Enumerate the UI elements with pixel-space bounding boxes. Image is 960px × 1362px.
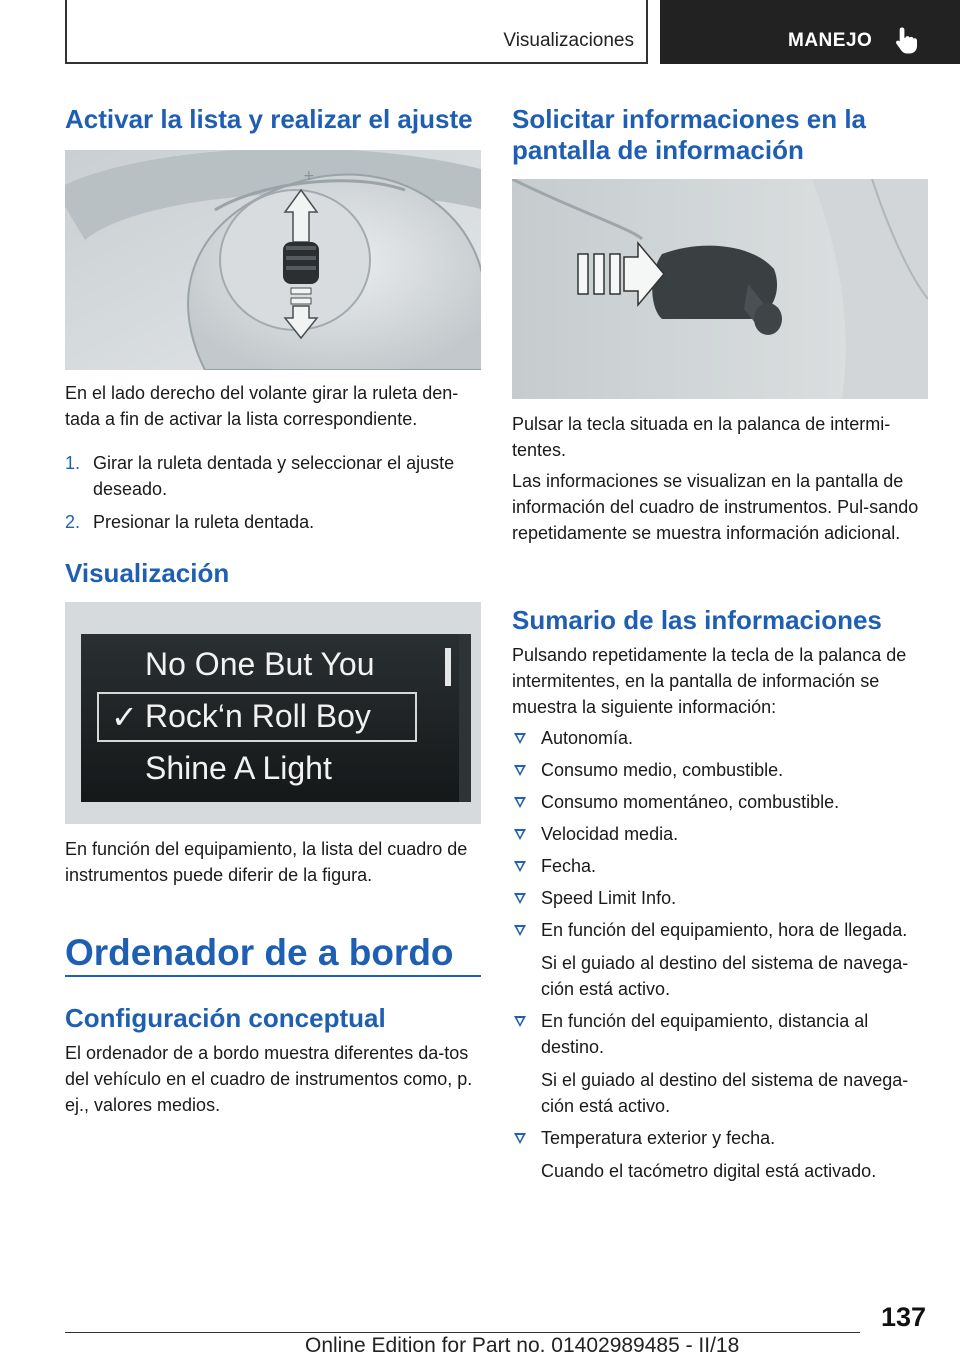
triangle-bullet-icon [514,797,526,808]
list-item-text: En función del equipamiento, distancia al destino. [541,1011,869,1057]
triangle-bullet-icon [514,829,526,840]
list-item-text: Autonomía. [541,728,634,748]
step-number: 2. [65,512,81,532]
steering-wheel-illustration [65,150,481,370]
figure-display-list [65,602,481,824]
list-item-text: Velocidad media. [541,824,679,844]
list-item-text: Fecha. [541,856,597,876]
information-list [512,725,928,1184]
step-number: 1. [65,453,81,473]
figure-steering-wheel [65,150,481,370]
list-item [512,789,928,815]
list-item [512,917,928,1002]
display-item: Shine A Light [145,750,332,786]
step-text: Presionar la ruleta dentada. [93,512,315,532]
list-item [512,757,928,783]
display-item-selected: Rock‘n Roll Boy [145,698,371,734]
triangle-bullet-icon [514,893,526,904]
heading-sumario: Sumario de las informaciones [512,605,882,635]
check-mark-icon: ✓ [111,699,138,735]
heading-visualizacion: Visualización [65,558,230,588]
triangle-bullet-icon [514,861,526,872]
list-item-text: Temperatura exterior y fecha. [541,1128,776,1148]
step-text: Girar la ruleta dentada y seleccionar el ajuste deseado. [93,453,455,499]
heading-solicitar-informaciones: Solicitar informaciones en la pantalla de información [512,104,866,165]
paragraph-visualizacion: En función del equipamiento, la lista del cuadro de instrumentos puede diferir de la figura. [65,839,468,885]
heading-activar-lista: Activar la lista y realizar el ajuste [65,104,473,134]
turn-signal-lever-illustration [512,179,928,399]
list-item [512,821,928,847]
triangle-bullet-icon [514,1133,526,1144]
paragraph-informaciones-visualizan: Las informaciones se visualizan en la pantalla de información del cuadro de instrumentos. Pul-sando repetidamente se muestra información adicional. [512,471,919,543]
footer-edition: Online Edition for Part no. 01402989485 - II/18 [305,1334,740,1357]
list-item-text: Consumo medio, combustible. [541,760,784,780]
heading-configuracion-conceptual: Configuración conceptual [65,1003,386,1033]
list-item [512,853,928,879]
triangle-bullet-icon [514,765,526,776]
header-chapter-label: MANEJO [788,30,873,51]
list-item-note: Si el guiado al destino del sistema de navega-ción está activo. [541,1070,909,1116]
paragraph-activar-lista: En el lado derecho del volante girar la ruleta den-tada a fin de activar la lista correspondiente. [65,383,459,429]
header-section-title: Visualizaciones [503,30,634,51]
paragraph-sumario: Pulsando repetidamente la tecla de la palanca de intermitentes, en la pantalla de información se muestra la siguiente información: [512,645,907,717]
display-scrollbar [445,648,451,686]
list-item-note: Si el guiado al destino del sistema de navega-ción está activo. [541,953,909,999]
footer-divider [65,1332,860,1333]
display-item: No One But You [145,646,375,682]
figure-turn-signal-lever [512,179,928,399]
section-divider [65,975,481,977]
list-item [512,725,928,751]
svg-text:+: + [303,168,315,184]
list-item-text: En función del equipamiento, hora de llegada. [541,920,908,940]
list-item-text: Consumo momentáneo, combustible. [541,792,840,812]
list-item [512,1008,928,1119]
list-item [512,885,928,911]
list-item [65,450,481,502]
list-item-text: Speed Limit Info. [541,888,677,908]
display-screen [81,634,471,802]
triangle-bullet-icon [514,1016,526,1027]
paragraph-configuracion: El ordenador de a bordo muestra diferentes da-tos del vehículo en el cuadro de instrumentos como, p. ej., valores medios. [65,1043,473,1115]
list-item-note: Cuando el tacómetro digital está activado. [541,1161,877,1181]
hand-pointer-icon [895,26,919,54]
heading-ordenador-de-a-bordo: Ordenador de a bordo [65,932,454,973]
steps-list [65,450,481,535]
list-item [65,509,481,535]
triangle-bullet-icon [514,733,526,744]
header-frame [65,0,648,64]
page-number: 137 [880,1302,926,1332]
triangle-bullet-icon [514,925,526,936]
paragraph-pulsar-tecla: Pulsar la tecla situada en la palanca de intermi-tentes. [512,414,891,460]
list-item [512,1125,928,1184]
